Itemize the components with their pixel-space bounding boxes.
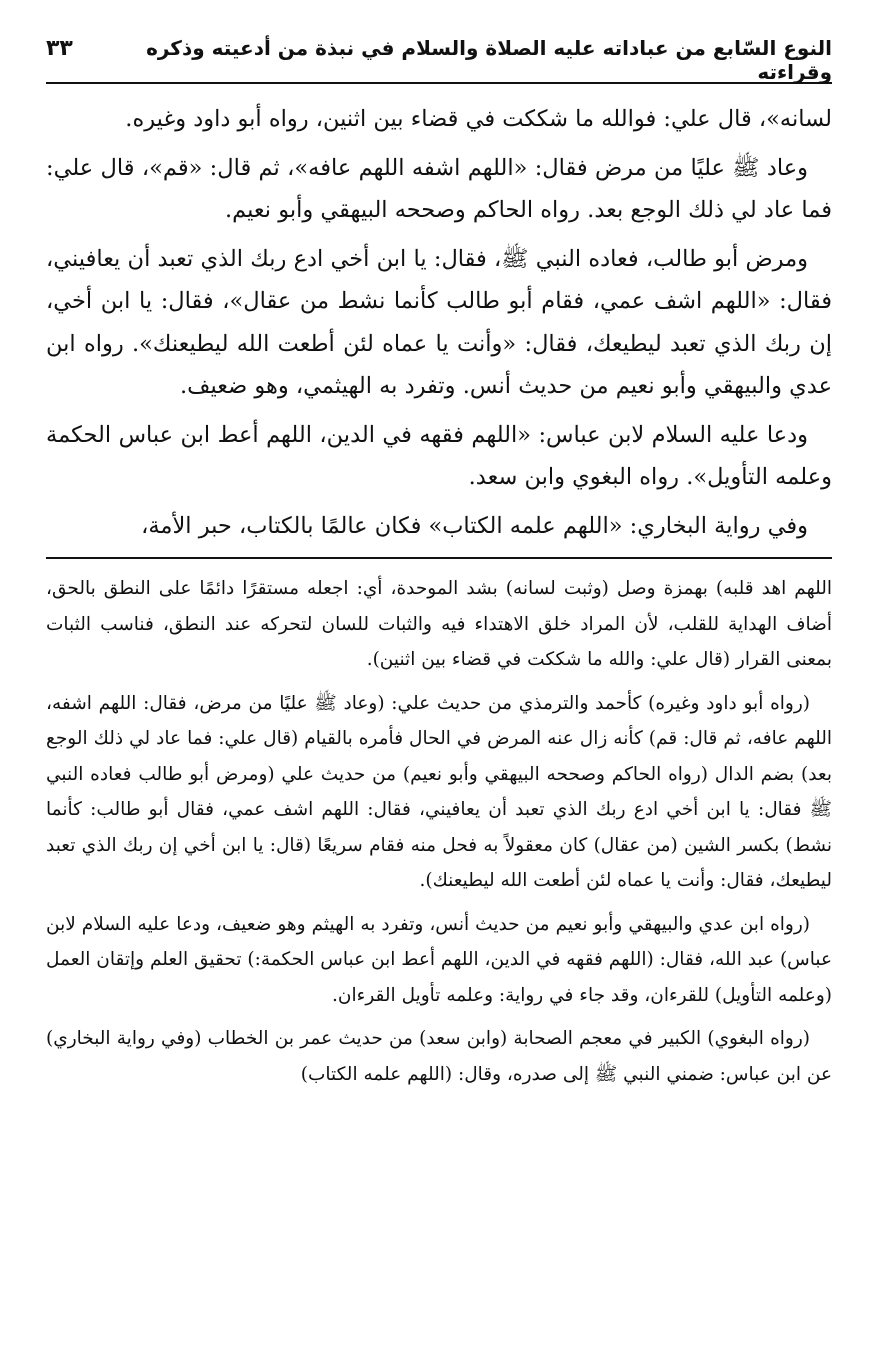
footnote-paragraph: اللهم اهد قلبه) بهمزة وصل (وثبت لسانه) بشد الموحدة، أي: اجعله مستقرًا دائمًا على النطق بالحق، أضاف الهداية للقلب، لأن المراد خلق الاهتداء فيه والثبات للسان لتحركه عند النطق، فناسب الثبات بمعنى القرار (قال علي: والله ما شككت في قضاء بين اثنين).: [46, 578, 832, 670]
main-text: [46, 98, 832, 547]
footnote-divider: [46, 557, 832, 559]
page-header: [46, 36, 832, 84]
main-paragraph: وفي رواية البخاري: «اللهم علمه الكتاب» فكان عالمًا بالكتاب، حبر الأمة،: [141, 512, 808, 539]
book-page: [46, 36, 832, 1100]
footnotes-commentary: [46, 571, 832, 1092]
footnote-paragraph: (رواه أبو داود وغيره) كأحمد والترمذي من حديث علي: (وعاد ﷺ عليًا من مرض، فقال: اللهم اشفه، اللهم عافه، ثم قال: قم) كأنه زال عنه المرض في الحال فأمره بالقيام (قال علي: فما عاد لي ذلك الوجع بعد) بضم الدال (رواه الحاكم وصححه البيهقي وأبو نعيم) من حديث علي (ومرض أبو طالب فعاده النبي ﷺ فقال: يا ابن أخي ادع ربك الذي تعبد أن يعافيني، فقال: اللهم اشف عمي، فقال أبو طالب: كأنما نشط) بكسر الشين (من عقال) كان معقولاً به فحل منه فقام سريعًا (قال: يا ابن أخي إن ربك الذي تعبد ليطيعك، فقال: وأنت يا عماه لئن أطعت الله ليطيعنك).: [46, 692, 832, 891]
main-paragraph: ودعا عليه السلام لابن عباس: «اللهم فقهه في الدين، اللهم أعط ابن عباس الحكمة وعلمه التأويل». رواه البغوي وابن سعد.: [46, 421, 832, 490]
main-paragraph: وعاد ﷺ عليًا من مرض فقال: «اللهم اشفه اللهم عافه»، ثم قال: «قم»، قال علي: فما عاد لي ذلك الوجع بعد. رواه الحاكم وصححه البيهقي وأبو نعيم.: [46, 154, 832, 223]
main-paragraph: ومرض أبو طالب، فعاده النبي ﷺ، فقال: يا ابن أخي ادع ربك الذي تعبد أن يعافيني، فقال: «اللهم اشف عمي، فقام أبو طالب كأنما نشط من عقال»، فقال: يا ابن أخي، إن ربك الذي تعبد ليطيعك، فقال: «وأنت يا عماه لئن أطعت الله ليطيعنك». رواه ابن عدي والبيهقي وأبو نعيم من حديث أنس. وتفرد به الهيثمي، وهو ضعيف.: [46, 245, 832, 399]
footnote-paragraph: (رواه ابن عدي والبيهقي وأبو نعيم من حديث أنس، وتفرد به الهيثم وهو ضعيف، ودعا عليه السلام لابن عباس) عبد الله، فقال: (اللهم فقهه في الدين، اللهم أعط ابن عباس الحكمة:) تحقيق العلم وإتقان العمل (وعلمه التأويل) للقرءان، وقد جاء في رواية: وعلمه تأويل القرءان.: [46, 913, 832, 1006]
running-title: النوع السّابع من عباداته عليه الصلاة والسلام في نبذة من أدعيته وذكره وقراءته: [146, 36, 832, 84]
footnote-paragraph: (رواه البغوي) الكبير في معجم الصحابة (وابن سعد) من حديث عمر بن الخطاب (وفي رواية البخاري) عن ابن عباس: ضمني النبي ﷺ إلى صدره، وقال: (اللهم علمه الكتاب): [46, 1028, 832, 1085]
page-number: ٣٣: [46, 36, 73, 61]
main-paragraph: لسانه»، قال علي: فوالله ما شككت في قضاء بين اثنين، رواه أبو داود وغيره.: [125, 106, 832, 132]
